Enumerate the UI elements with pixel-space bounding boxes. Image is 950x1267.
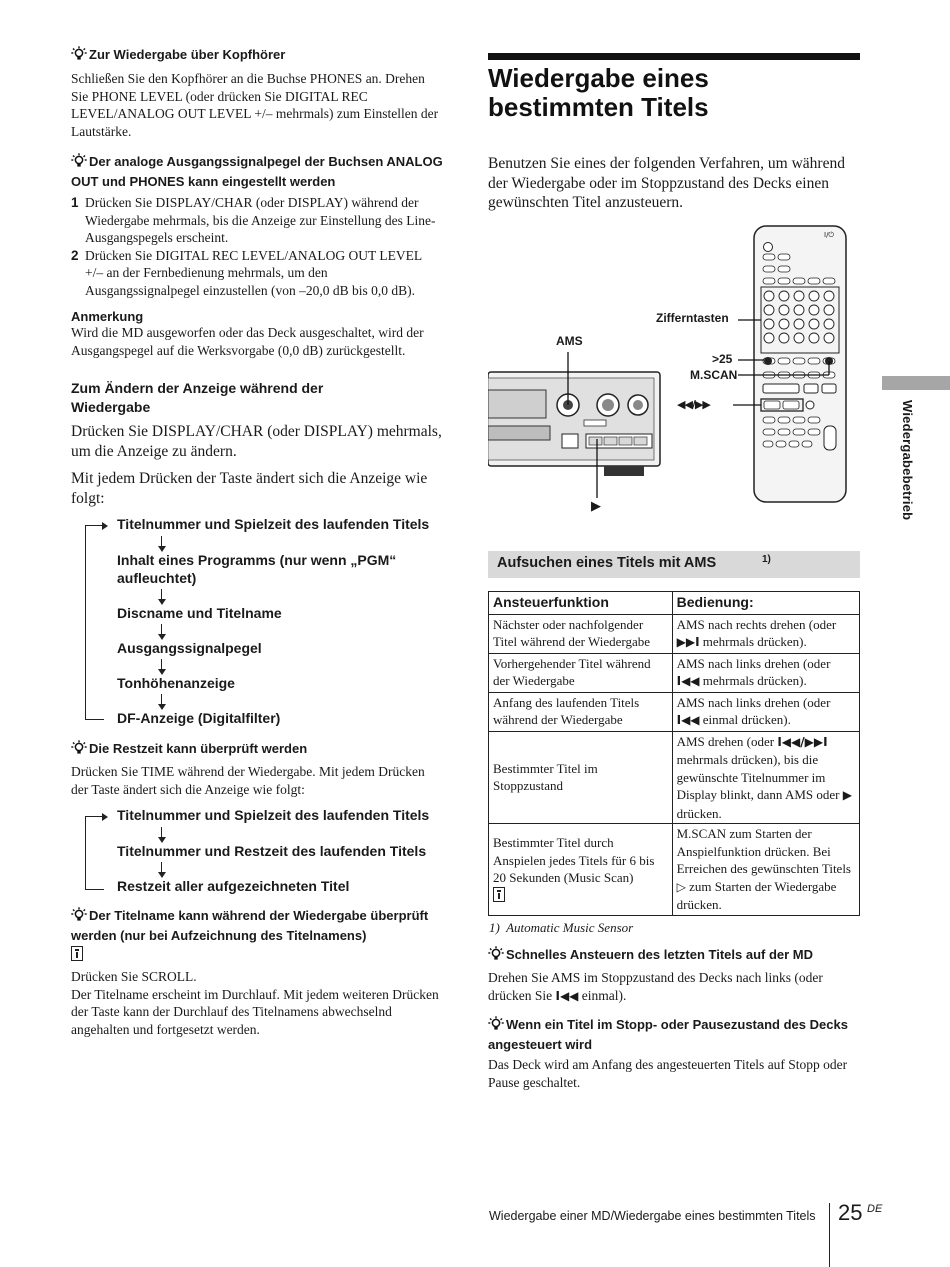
display-cycle-flow <box>71 516 451 731</box>
page-lang: DE <box>867 1203 883 1215</box>
lightbulb-icon <box>71 46 89 66</box>
lightbulb-icon <box>488 1016 506 1036</box>
table-cell-function <box>489 824 673 916</box>
section-title-line1: Zum Ändern der Anzeige während der <box>71 380 324 396</box>
op-text: mehrmals drücken), bis die gewünschte Titelnummer im Display blinkt, dann AMS oder <box>676 752 843 802</box>
play-icon: ▶ <box>842 788 852 802</box>
side-tab-label: Wiedergabebetrieb <box>900 400 915 521</box>
ams-footnote-mark: 1) <box>762 554 771 565</box>
flow-item: Ausgangssignalpegel <box>117 640 262 656</box>
tip-headphones-text: Schließen Sie den Kopfhörer an die Buchse PHONES an. Drehen Sie PHONE LEVEL (oder drücken Sie DIGITAL REC LEVEL/ANALOG OUT LEVEL +/– mehrmals) zum Einstellen der Lautstärke. <box>71 71 439 139</box>
label-play-button: ▶ <box>591 499 601 514</box>
ams-section-title: Aufsuchen eines Titels mit AMS <box>497 555 717 571</box>
page-title <box>488 64 868 122</box>
tip-remaining-time <box>71 740 443 798</box>
side-tab-bar <box>882 376 950 390</box>
tip-title-name-title <box>71 907 443 944</box>
left-column <box>71 46 443 508</box>
lightbulb-icon <box>71 907 89 927</box>
prev-track-icon: I◀◀ <box>676 713 700 727</box>
flow-loop-line <box>85 525 104 720</box>
down-arrow-icon <box>161 624 162 638</box>
remote-illustration <box>733 226 846 502</box>
step-number: 1 <box>71 195 79 210</box>
table-header-row <box>489 592 860 615</box>
step-item <box>71 247 443 300</box>
section-para1: Drücken Sie DISPLAY/CHAR (oder DISPLAY) mehrmals, um die Anzeige zu ändern. <box>71 423 442 460</box>
label-zifferntasten: Zifferntasten <box>656 311 729 325</box>
page-number: 25 <box>838 1200 863 1225</box>
tip-text: einmal). <box>578 987 627 1003</box>
flow-item: Restzeit aller aufgezeichneten Titel <box>117 878 350 894</box>
step-text: Drücken Sie DISPLAY/CHAR (oder DISPLAY) während der Wiedergabe mehrmals, bis die Anzeige zur Einstellung des Line-Ausgangspegels erscheint. <box>85 195 436 245</box>
remote-only-icon <box>493 887 505 902</box>
table-header-function: Ansteuerfunktion <box>489 592 673 615</box>
remote-only-icon <box>71 946 83 961</box>
page-title-line2: bestimmten Titels <box>488 92 709 122</box>
footer-text: Wiedergabe einer MD/Wiedergabe eines bestimmten Titels <box>489 1209 816 1223</box>
deck-remote-figure <box>488 224 860 516</box>
note-text: Wird die MD ausgeworfen oder das Deck ausgeschaltet, wird der Ausgangspegel auf die Werksvorgabe (0,0 dB) zurückgestellt. <box>71 325 424 358</box>
tip-headphones-title <box>71 46 443 66</box>
flow-item: DF-Anzeige (Digitalfilter) <box>117 710 281 726</box>
op-text: AMS drehen (oder <box>676 733 778 749</box>
skip-icon: I◀◀/▶▶I <box>777 734 828 749</box>
op-text: AMS nach links drehen (oder <box>676 694 831 710</box>
heading-rule <box>488 53 860 60</box>
table-cell-function: Nächster oder nachfolgender Titel während der Wiedergabe <box>489 614 673 653</box>
intro-text: Benutzen Sie eines der folgenden Verfahren, um während der Wiedergabe oder im Stoppzustand des Decks einen gewünschten Titel anzusteuern. <box>488 155 845 211</box>
lightbulb-icon <box>71 740 89 760</box>
section-para2: Mit jedem Drücken der Taste ändert sich die Anzeige wie folgt: <box>71 470 428 507</box>
lightbulb-icon <box>488 946 506 966</box>
flow-item: Inhalt eines Programms (nur wenn „PGM“ <box>117 552 397 568</box>
prev-track-icon: I◀◀ <box>555 988 579 1003</box>
section-title-line2: Wiedergabe <box>71 399 151 415</box>
flow-item: Discname und Titelname <box>117 605 282 621</box>
ams-table-wrap <box>488 591 860 916</box>
table-row <box>489 614 860 653</box>
op-text: AMS nach links drehen (oder <box>676 655 831 671</box>
tip-stop-pause-text: Das Deck wird am Anfang des angesteuerten Titels auf Stopp oder Pause geschaltet. <box>488 1057 848 1090</box>
flow-item: aufleuchtet) <box>117 570 197 586</box>
label-over-25: >25 <box>712 352 733 366</box>
op-text: mehrmals drücken). <box>699 673 807 688</box>
tip-analog-level-title <box>71 153 443 190</box>
tip-text: Drehen Sie AMS im Stoppzustand des Decks nach links (oder drücken Sie <box>488 970 823 1003</box>
next-track-icon: ▶▶I <box>676 635 700 649</box>
label-ams: AMS <box>556 334 583 348</box>
tip-title-name <box>71 907 443 1038</box>
down-arrow-icon <box>161 536 162 550</box>
down-arrow-icon <box>161 694 162 708</box>
table-row <box>489 653 860 692</box>
table-cell-function: Vorhergehender Titel während der Wiedergabe <box>489 653 673 692</box>
tip-title-name-title-text: Der Titelname kann während der Wiedergabe überprüft werden (nur bei Aufzeichnung des Titelnamens) <box>71 908 429 943</box>
tip-remaining-title-text: Die Restzeit kann überprüft werden <box>89 741 308 756</box>
flow-item: Titelnummer und Spielzeit des laufenden Titels <box>117 516 430 532</box>
tip-headphones-title-text: Zur Wiedergabe über Kopfhörer <box>89 47 286 62</box>
lightbulb-icon <box>71 153 89 173</box>
table-cell-function: Anfang des laufenden Titels während der Wiedergabe <box>489 692 673 731</box>
tip-stop-pause-title-text: Wenn ein Titel im Stopp- oder Pausezustand des Decks angesteuert wird <box>488 1017 848 1052</box>
tip-last-track-title <box>488 946 860 966</box>
ams-section-box <box>488 551 860 578</box>
down-arrow-icon <box>161 589 162 603</box>
table-cell-function: Bestimmter Titel im Stoppzustand <box>489 731 673 824</box>
table-cell-operation <box>672 692 859 731</box>
ams-table <box>488 591 860 916</box>
op-text: AMS nach rechts drehen (oder <box>676 616 837 632</box>
time-cycle-flow <box>71 807 451 897</box>
table-row <box>489 692 860 731</box>
op-text: M.SCAN zum Starten der Anspielfunktion drücken. Bei Erreichen des gewünschten Titels <box>676 826 851 876</box>
table-cell-operation <box>672 824 859 916</box>
tip-analog-level-title-text: Der analoge Ausgangssignalpegel der Buchsen ANALOG OUT und PHONES kann eingestellt werden <box>71 154 443 189</box>
function-text: Bestimmter Titel durch Anspielen jedes Titels für 6 bis 20 Sekunden (Music Scan) <box>493 835 655 886</box>
play-outline-icon: ▷ <box>676 879 686 894</box>
tip-last-track-title-text: Schnelles Ansteuern des letzten Titels auf der MD <box>506 947 814 962</box>
deck-remote-illustration <box>488 224 860 516</box>
table-cell-operation <box>672 731 859 824</box>
flow-item: Titelnummer und Restzeit des laufenden Titels <box>117 843 427 859</box>
tip-last-track <box>488 946 860 1005</box>
footnote: 1) Automatic Music Sensor <box>489 920 634 935</box>
flow-loop-line <box>85 816 104 890</box>
down-arrow-icon <box>161 659 162 673</box>
flow-item: Titelnummer und Spielzeit des laufenden Titels <box>117 807 430 823</box>
table-row <box>489 824 860 916</box>
op-text: drücken. <box>676 805 722 821</box>
step-item <box>71 194 443 247</box>
tip-title-name-line2: Der Titelname erscheint im Durchlauf. Mit jedem weiteren Drücken der Taste kann der Durchlauf des Titelnamens abwechselnd angehalten und fortgesetzt werden. <box>71 986 439 1037</box>
label-skip-buttons: ◀◀/▶▶ <box>677 398 710 411</box>
tip-stop-pause <box>488 1016 860 1091</box>
down-arrow-icon <box>161 827 162 841</box>
flow-item: Tonhöhenanzeige <box>117 675 235 691</box>
tip-last-track-text <box>488 969 860 1005</box>
tip-title-name-line1: Drücken Sie SCROLL. <box>71 969 197 984</box>
label-mscan: M.SCAN <box>690 368 738 382</box>
power-label: I/⏻ <box>824 231 834 239</box>
step-number: 2 <box>71 247 79 263</box>
table-cell-operation <box>672 653 859 692</box>
footer-divider <box>829 1203 830 1267</box>
down-arrow-icon <box>161 862 162 876</box>
step-text: Drücken Sie DIGITAL REC LEVEL/ANALOG OUT LEVEL +/– an der Fernbedienung mehrmals, um den Ausgangssignalpegel einzustellen (von –20,0 dB bis 0,0 dB). <box>85 247 422 298</box>
op-text: einmal drücken). <box>699 712 791 727</box>
analog-level-steps <box>71 194 443 299</box>
tip-stop-pause-title <box>488 1016 860 1053</box>
note-title: Anmerkung <box>71 309 144 324</box>
deck-illustration <box>488 352 660 498</box>
tip-remaining-title <box>71 740 443 760</box>
tip-remaining-text: Drücken Sie TIME während der Wiedergabe. Mit jedem Drücken der Taste ändert sich die Anzeige wie folgt: <box>71 764 425 797</box>
table-row <box>489 731 860 824</box>
table-header-operation: Bedienung: <box>672 592 859 615</box>
op-text: mehrmals drücken). <box>699 634 807 649</box>
table-cell-operation <box>672 614 859 653</box>
op-text: zum Starten der Wiedergabe drücken. <box>676 878 837 912</box>
section-display-title <box>71 379 443 417</box>
page-title-line1: Wiedergabe eines <box>488 63 709 93</box>
prev-track-icon: I◀◀ <box>676 674 700 688</box>
